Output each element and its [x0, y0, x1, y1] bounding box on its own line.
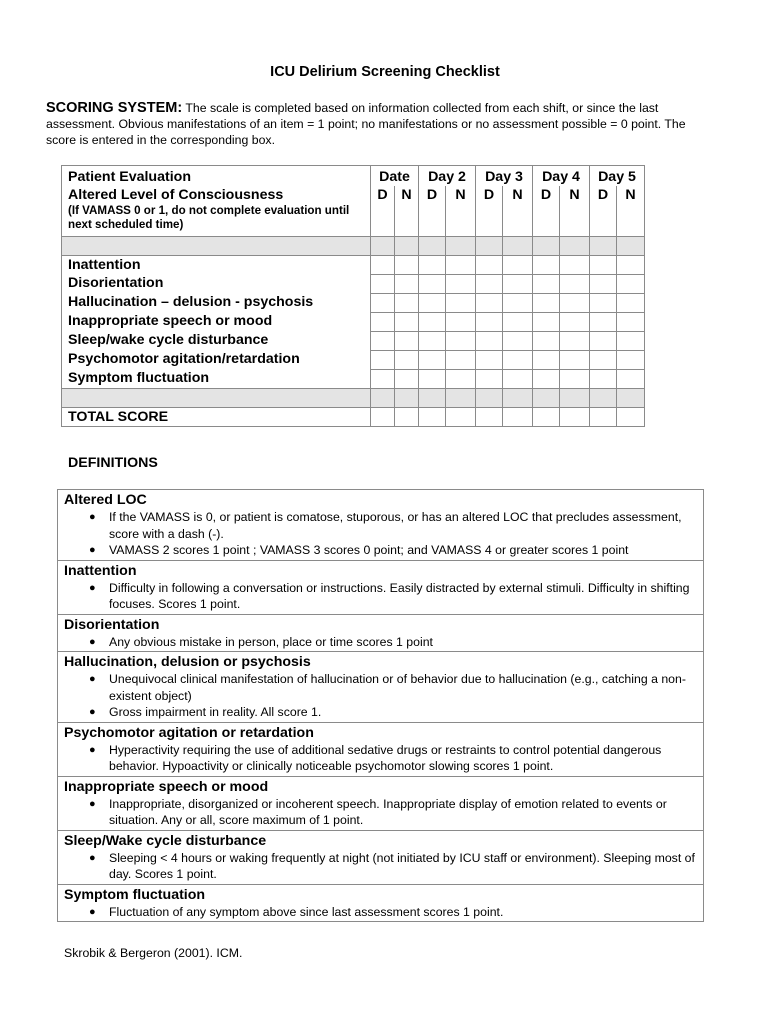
score-cell[interactable]: [395, 274, 419, 293]
score-cell[interactable]: [395, 255, 419, 274]
shift-label: N: [560, 186, 590, 236]
shaded-cell: [617, 388, 645, 407]
definition-bullet-text: Difficulty in following a conversation or instructions. Easily distracted by external stimuli. Difficulty in shifting focuses. Scores 1 point.: [109, 580, 690, 611]
score-cell[interactable]: [590, 312, 617, 331]
score-cell[interactable]: [560, 274, 590, 293]
score-cell[interactable]: [476, 293, 503, 312]
score-cell[interactable]: [446, 312, 476, 331]
score-cell[interactable]: [533, 255, 560, 274]
shaded-cell: [419, 236, 446, 255]
definition-bullet-text: Fluctuation of any symptom above since last assessment scores 1 point.: [109, 904, 504, 919]
definition-bullet-text: Any obvious mistake in person, place or time scores 1 point: [109, 634, 433, 649]
bullet-icon: ●: [89, 673, 96, 685]
score-cell[interactable]: [503, 312, 533, 331]
score-cell[interactable]: [371, 293, 395, 312]
definition-bullet: [89, 542, 697, 559]
score-cell[interactable]: [590, 293, 617, 312]
item-row: [62, 350, 645, 369]
total-score-cell[interactable]: [395, 407, 419, 426]
item-label: Disorientation: [62, 274, 371, 293]
shift-label: D: [371, 186, 395, 236]
shaded-cell: [419, 388, 446, 407]
definition-bullet: [89, 509, 697, 542]
definition-bullet: [89, 671, 697, 704]
shift-label: D: [476, 186, 503, 236]
shaded-cell: [503, 236, 533, 255]
score-cell[interactable]: [590, 255, 617, 274]
shaded-separator-row: [62, 236, 645, 255]
score-cell[interactable]: [617, 331, 645, 350]
shaded-cell: [446, 236, 476, 255]
score-cell[interactable]: [617, 255, 645, 274]
score-cell[interactable]: [476, 255, 503, 274]
score-cell[interactable]: [533, 312, 560, 331]
page-title: ICU Delirium Screening Checklist: [270, 64, 500, 80]
score-cell[interactable]: [590, 369, 617, 388]
shaded-cell: [371, 236, 395, 255]
shaded-cell: [590, 236, 617, 255]
shaded-cell: [62, 236, 371, 255]
score-cell[interactable]: [476, 331, 503, 350]
score-cell[interactable]: [560, 255, 590, 274]
item-label: Symptom fluctuation: [62, 369, 371, 388]
definition-bullet: [89, 904, 697, 921]
definition-bullets: [64, 850, 697, 883]
score-cell[interactable]: [533, 369, 560, 388]
definition-bullets: [64, 796, 697, 829]
total-score-cell[interactable]: [476, 407, 503, 426]
bullet-icon: ●: [89, 797, 96, 810]
score-cell[interactable]: [617, 274, 645, 293]
definition-title: Disorientation: [64, 616, 160, 633]
score-cell[interactable]: [419, 331, 446, 350]
score-cell[interactable]: [617, 369, 645, 388]
definition-title: Sleep/Wake cycle disturbance: [64, 832, 267, 849]
item-row: [62, 293, 645, 312]
definition-title: Altered LOC: [64, 492, 147, 508]
bullet-icon: ●: [89, 905, 96, 918]
shift-label: N: [503, 186, 533, 236]
total-score-cell[interactable]: [419, 407, 446, 426]
definition-bullet: [89, 704, 697, 721]
definition-section: [58, 776, 703, 830]
definitions-box: [57, 489, 704, 922]
score-cell[interactable]: [446, 331, 476, 350]
score-cell[interactable]: [503, 274, 533, 293]
score-cell[interactable]: [617, 350, 645, 369]
shaded-cell: [503, 388, 533, 407]
definition-bullet-text: Hyperactivity requiring the use of additional sedative drugs or restraints to control potential dangerous behavior. Hypoactivity or clinically noticeable psychomotor slowing scores 1 point.: [109, 742, 662, 773]
definition-section: [58, 560, 703, 614]
header-vamass-note: (If VAMASS 0 or 1, do not complete evaluation until next scheduled time): [68, 204, 350, 231]
day-column-header: Day 2: [419, 166, 476, 187]
score-cell[interactable]: [446, 293, 476, 312]
score-cell[interactable]: [560, 331, 590, 350]
definition-bullets: [64, 634, 697, 651]
shaded-separator-row: [62, 388, 645, 407]
score-cell[interactable]: [560, 293, 590, 312]
total-score-cell[interactable]: [533, 407, 560, 426]
score-cell[interactable]: [371, 369, 395, 388]
item-label: Inattention: [62, 255, 371, 274]
definition-bullet-text: Gross impairment in reality. All score 1.: [109, 705, 322, 719]
bullet-icon: ●: [89, 743, 96, 756]
score-cell[interactable]: [503, 331, 533, 350]
score-cell[interactable]: [560, 369, 590, 388]
definition-bullets: [64, 509, 697, 559]
score-cell[interactable]: [419, 350, 446, 369]
day-column-header: Day 3: [476, 166, 533, 187]
score-cell[interactable]: [503, 293, 533, 312]
shaded-cell: [560, 236, 590, 255]
definition-bullet: [89, 796, 697, 829]
definition-bullet-text: Unequivocal clinical manifestation of hallucination or of behavior due to hallucination (e.g., catching a non-existent object): [109, 672, 686, 703]
score-cell[interactable]: [476, 274, 503, 293]
item-row: [62, 255, 645, 274]
definition-bullets: [64, 671, 697, 721]
score-cell[interactable]: [476, 350, 503, 369]
definition-title: Hallucination, delusion or psychosis: [64, 654, 311, 670]
shaded-cell: [62, 388, 371, 407]
day-column-header: Day 5: [590, 166, 645, 187]
shaded-cell: [560, 388, 590, 407]
total-score-cell[interactable]: [590, 407, 617, 426]
score-cell[interactable]: [590, 350, 617, 369]
day-column-header: Day 4: [533, 166, 590, 187]
definition-bullet: [89, 850, 697, 883]
shift-label: N: [617, 186, 645, 236]
shaded-cell: [476, 236, 503, 255]
bullet-icon: ●: [89, 581, 96, 594]
definition-section: [58, 830, 703, 884]
total-score-row: [62, 407, 645, 426]
score-cell[interactable]: [617, 312, 645, 331]
score-cell[interactable]: [503, 255, 533, 274]
shaded-cell: [395, 388, 419, 407]
total-score-cell[interactable]: [371, 407, 395, 426]
header-altered-loc: Altered Level of Consciousness: [68, 187, 284, 203]
total-score-cell[interactable]: [560, 407, 590, 426]
shaded-cell: [617, 236, 645, 255]
shift-label: D: [590, 186, 617, 236]
day-column-header: Date: [371, 166, 419, 187]
item-row: [62, 312, 645, 331]
definition-bullet-text: If the VAMASS is 0, or patient is comatose, stuporous, or has an altered LOC that precludes assessment, score with a dash (-).: [109, 510, 682, 541]
score-cell[interactable]: [446, 369, 476, 388]
score-cell[interactable]: [371, 255, 395, 274]
table-header-row: [62, 166, 645, 187]
definition-section: [58, 614, 703, 652]
shaded-cell: [533, 388, 560, 407]
shift-label: N: [395, 186, 419, 236]
item-row: [62, 331, 645, 350]
definition-section: [58, 651, 703, 722]
definitions-heading: DEFINITIONS: [68, 455, 158, 471]
bullet-icon: ●: [89, 635, 96, 648]
score-cell[interactable]: [533, 350, 560, 369]
score-cell[interactable]: [371, 274, 395, 293]
score-cell[interactable]: [419, 369, 446, 388]
score-cell[interactable]: [446, 350, 476, 369]
score-cell[interactable]: [476, 369, 503, 388]
shaded-cell: [533, 236, 560, 255]
definition-bullets: [64, 904, 697, 921]
definition-bullet-text: Sleeping < 4 hours or waking frequently at night (not initiated by ICU staff or environment). Sleeping most of day. Scores 1 point.: [109, 850, 695, 881]
bullet-icon: ●: [89, 706, 96, 718]
score-cell[interactable]: [590, 331, 617, 350]
shift-label: D: [419, 186, 446, 236]
bullet-icon: ●: [89, 511, 96, 523]
definition-title: Psychomotor agitation or retardation: [64, 724, 314, 741]
score-cell[interactable]: [419, 312, 446, 331]
shift-label: D: [533, 186, 560, 236]
score-cell[interactable]: [560, 312, 590, 331]
item-label: Sleep/wake cycle disturbance: [62, 331, 371, 350]
score-cell[interactable]: [476, 312, 503, 331]
scoring-system-paragraph: [46, 100, 696, 148]
score-cell[interactable]: [395, 369, 419, 388]
score-cell[interactable]: [395, 350, 419, 369]
patient-evaluation-header: [62, 166, 371, 237]
item-row: [62, 274, 645, 293]
total-score-cell[interactable]: [503, 407, 533, 426]
definition-bullets: [64, 580, 697, 613]
definition-section: [58, 884, 703, 922]
shift-label: N: [446, 186, 476, 236]
score-cell[interactable]: [617, 293, 645, 312]
score-cell[interactable]: [590, 274, 617, 293]
definition-section: [58, 722, 703, 776]
score-cell[interactable]: [395, 331, 419, 350]
score-cell[interactable]: [503, 369, 533, 388]
score-cell[interactable]: [419, 274, 446, 293]
shaded-cell: [476, 388, 503, 407]
definition-bullets: [64, 742, 697, 775]
definition-bullet: [89, 742, 697, 775]
shaded-cell: [590, 388, 617, 407]
score-cell[interactable]: [371, 312, 395, 331]
score-cell[interactable]: [503, 350, 533, 369]
item-label: Hallucination – delusion - psychosis: [62, 293, 371, 312]
total-score-cell[interactable]: [617, 407, 645, 426]
score-cell[interactable]: [419, 293, 446, 312]
item-label: Inappropriate speech or mood: [62, 312, 371, 331]
definition-title: Inappropriate speech or mood: [64, 778, 269, 795]
scoring-system-label: SCORING SYSTEM:: [46, 100, 183, 116]
score-cell[interactable]: [533, 274, 560, 293]
definition-bullet-text: VAMASS 2 scores 1 point ; VAMASS 3 scores 0 point; and VAMASS 4 or greater scores 1 point: [109, 543, 629, 557]
score-cell[interactable]: [446, 274, 476, 293]
definition-title: Symptom fluctuation: [64, 886, 206, 903]
score-cell[interactable]: [395, 293, 419, 312]
bullet-icon: ●: [89, 544, 96, 556]
score-cell[interactable]: [371, 350, 395, 369]
shaded-cell: [371, 388, 395, 407]
definition-bullet: [89, 580, 697, 613]
score-table: [61, 165, 645, 427]
item-label: Psychomotor agitation/retardation: [62, 350, 371, 369]
scoring-system-text: The scale is completed based on information collected from each shift, or since the last assessment. Obvious manifestations of an item = 1 point; no manifestations or no assessment possible = 0 point. The score is entered in the corresponding box.: [46, 101, 686, 147]
score-cell[interactable]: [419, 255, 446, 274]
score-cell[interactable]: [533, 293, 560, 312]
item-row: [62, 369, 645, 388]
definition-section: [58, 490, 703, 560]
citation: Skrobik & Bergeron (2001). ICM.: [64, 946, 243, 960]
score-cell[interactable]: [560, 350, 590, 369]
score-cell[interactable]: [395, 312, 419, 331]
shaded-cell: [446, 388, 476, 407]
shaded-cell: [395, 236, 419, 255]
header-patient-evaluation: Patient Evaluation: [68, 169, 191, 185]
total-score-label: TOTAL SCORE: [62, 407, 371, 426]
score-cell[interactable]: [533, 331, 560, 350]
total-score-cell[interactable]: [446, 407, 476, 426]
definition-bullet-text: Inappropriate, disorganized or incoherent speech. Inappropriate display of emotion related to events or situation. Any or all, score maximum of 1 point.: [109, 796, 667, 827]
bullet-icon: ●: [89, 851, 96, 864]
score-cell[interactable]: [371, 331, 395, 350]
definition-title: Inattention: [64, 562, 137, 579]
definition-bullet: [89, 634, 697, 651]
score-cell[interactable]: [446, 255, 476, 274]
